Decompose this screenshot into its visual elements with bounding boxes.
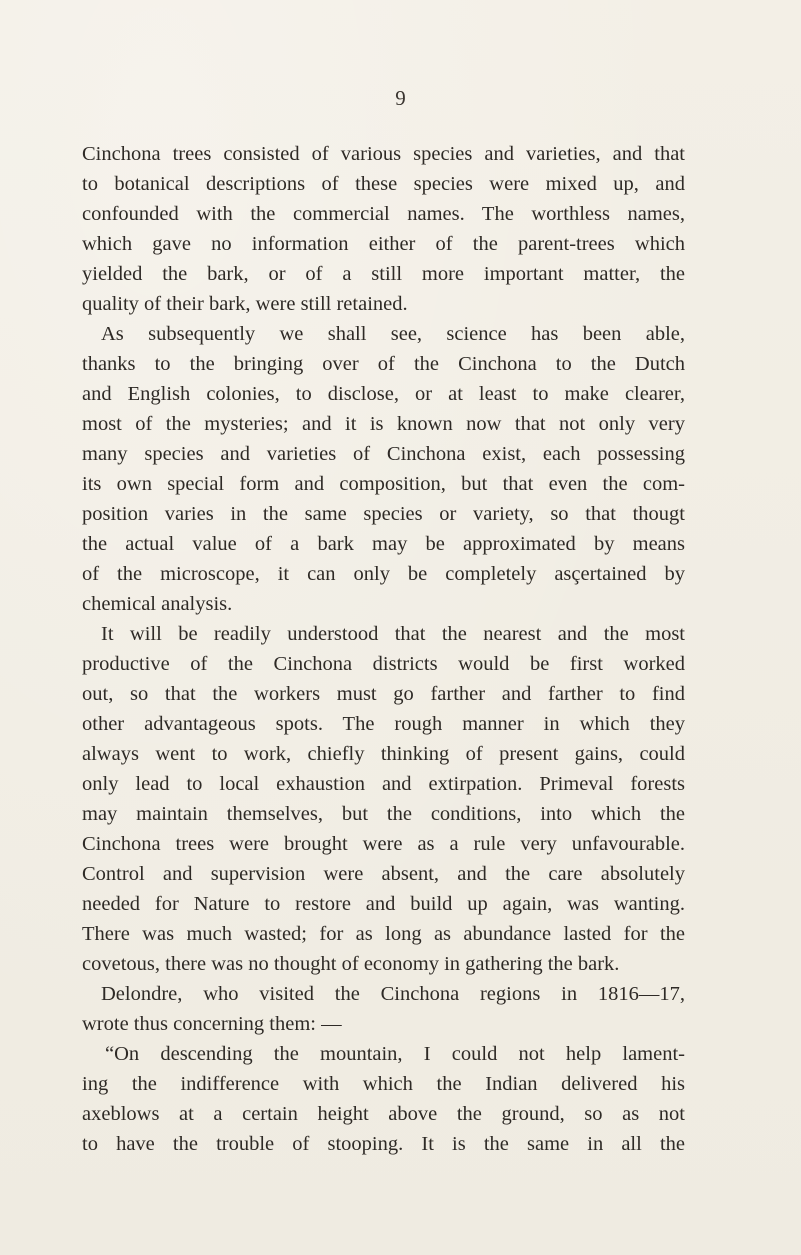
text-line: wrote thus concerning them: — (82, 1013, 342, 1035)
text-line: and English colonies, to disclose, or at least to make clearer, (82, 383, 685, 405)
text-line: to have the trouble of stooping. It is the same in all the (82, 1133, 685, 1155)
text-line: quality of their bark, were still retained. (82, 293, 408, 315)
text-line: always went to work, chiefly thinking of present gains, could (82, 743, 685, 765)
text-line: only lead to local exhaustion and extirpation. Primeval forests (82, 773, 685, 795)
text-line: “On descending the mountain, I could not help lament- (105, 1043, 685, 1065)
text-line: chemical analysis. (82, 593, 233, 615)
text-line: Control and supervision were absent, and the care absolutely (82, 863, 685, 885)
text-line: to botanical descriptions of these species were mixed up, and (82, 173, 685, 195)
text-line: the actual value of a bark may be approximated by means (82, 533, 685, 555)
text-line: position varies in the same species or variety, so that thougt (82, 503, 685, 525)
text-line: other advantageous spots. The rough manner in which they (82, 713, 685, 735)
text-line: covetous, there was no thought of economy in gathering the bark. (82, 953, 620, 975)
text-line: many species and varieties of Cinchona exist, each possessing (82, 443, 685, 465)
text-line: its own special form and composition, but that even the com- (82, 473, 685, 495)
page-number: 9 (395, 86, 406, 110)
text-line: needed for Nature to restore and build up again, was wanting. (82, 893, 685, 915)
text-line: There was much wasted; for as long as abundance lasted for the (82, 923, 685, 945)
text-line: axeblows at a certain height above the ground, so as not (82, 1103, 685, 1125)
text-line: thanks to the bringing over of the Cinchona to the Dutch (82, 353, 685, 375)
text-line: As subsequently we shall see, science has been able, (101, 323, 685, 345)
text-line: It will be readily understood that the nearest and the most (101, 623, 685, 645)
text-line: Cinchona trees were brought were as a rule very unfavourable. (82, 833, 685, 855)
text-line: productive of the Cinchona districts would be first worked (82, 653, 685, 675)
text-line: out, so that the workers must go farther and farther to find (82, 683, 685, 705)
text-line: confounded with the commercial names. The worthless names, (82, 203, 685, 225)
text-line: Cinchona trees consisted of various species and varieties, and that (82, 143, 685, 165)
text-line: ing the indifference with which the Indian delivered his (82, 1073, 685, 1095)
text-line: yielded the bark, or of a still more important matter, the (82, 263, 685, 285)
text-line: may maintain themselves, but the conditions, into which the (82, 803, 685, 825)
text-line: which gave no information either of the parent-trees which (82, 233, 685, 255)
text-line: most of the mysteries; and it is known now that not only very (82, 413, 685, 435)
text-line: Delondre, who visited the Cinchona regions in 1816—17, (101, 983, 685, 1005)
text-line: of the microscope, it can only be completely asçertained by (82, 563, 685, 585)
